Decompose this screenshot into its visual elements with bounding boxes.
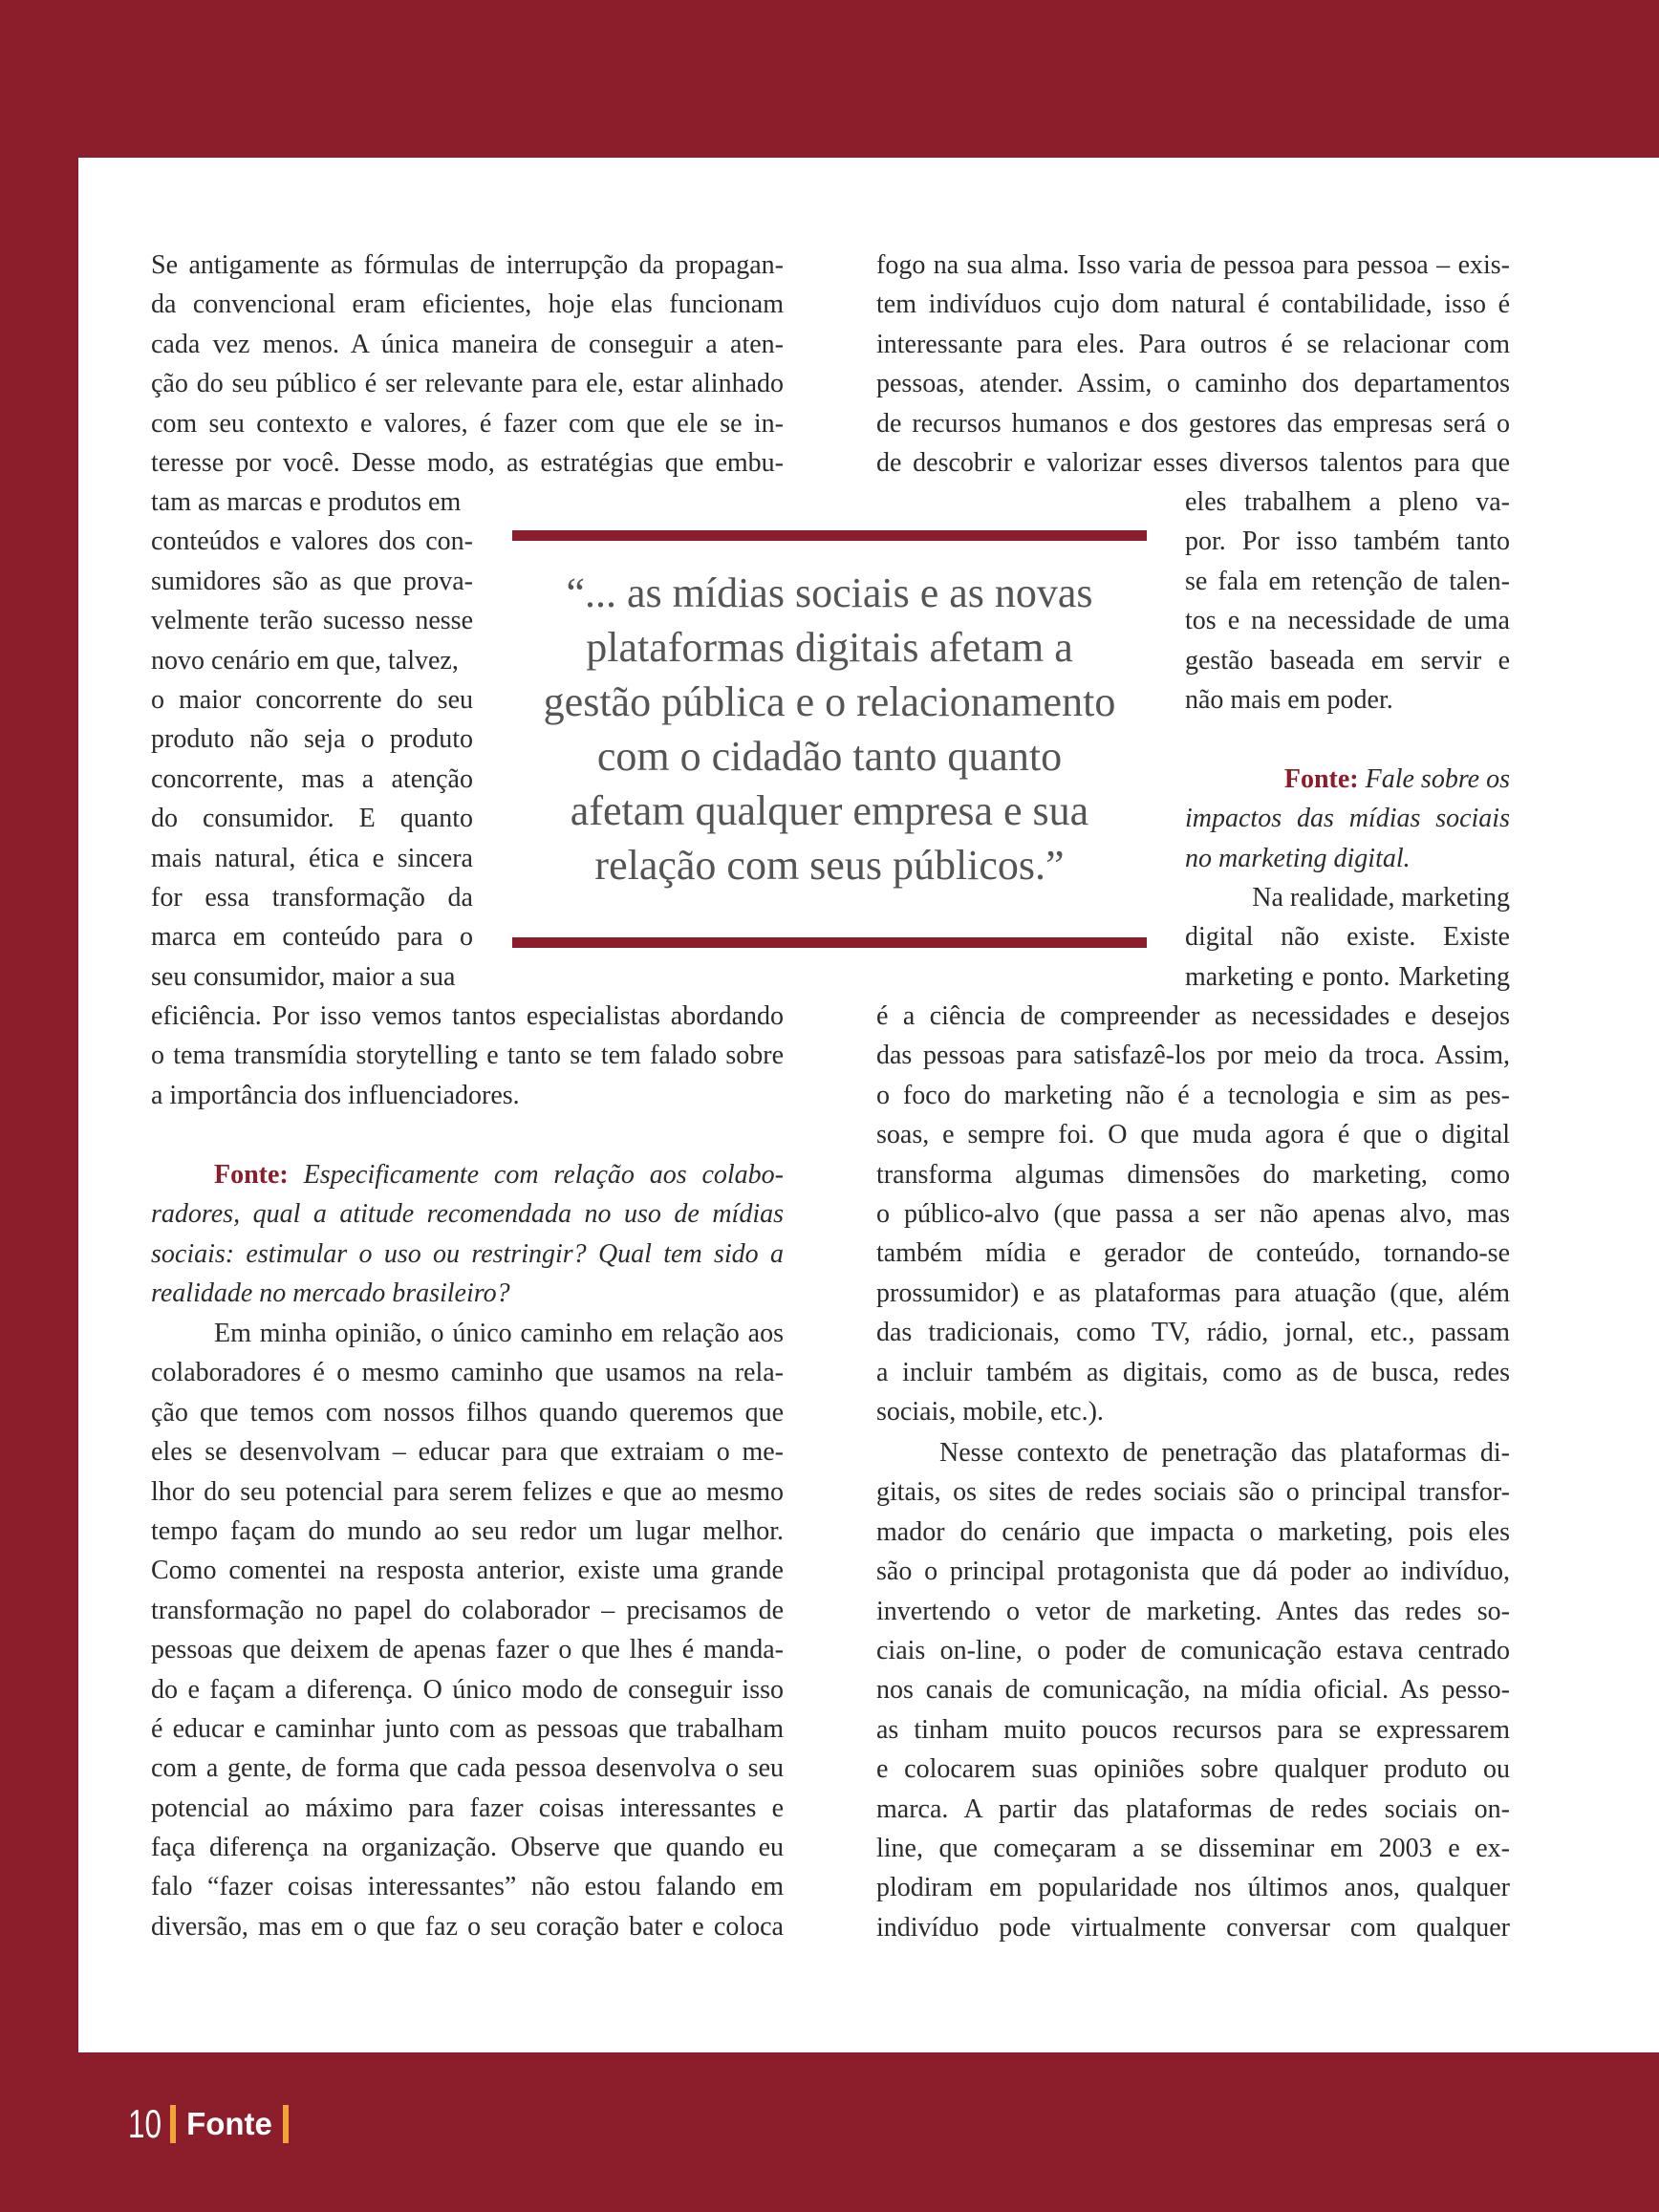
text-line: gitais, os sites de redes sociais são o principal transfor- bbox=[876, 1477, 1510, 1508]
question-text: Especificamente com relação aos colabo- bbox=[303, 1160, 784, 1190]
fonte-label: Fonte: bbox=[214, 1160, 289, 1190]
text-line: potencial ao máximo para fazer coisas interessantes e bbox=[151, 1793, 784, 1823]
text-line: pessoas que deixem de apenas fazer o que lhes é manda- bbox=[151, 1635, 784, 1665]
text-line: o foco do marketing não é a tecnologia e sim as pes- bbox=[876, 1080, 1510, 1110]
text-line: as tinham muito poucos recursos para se expressarem bbox=[876, 1714, 1510, 1745]
text-line: gestão baseada em servir e bbox=[1185, 645, 1510, 676]
left-column-wrap bbox=[151, 483, 473, 997]
text-line: falo “fazer coisas interessantes” não estou falando em bbox=[151, 1872, 784, 1902]
text-line: conteúdos e valores dos con- bbox=[151, 526, 473, 557]
text-line: ção do seu público é ser relevante para ele, estar alinhado bbox=[151, 369, 784, 399]
text-line: a importância dos influenciadores. bbox=[151, 1080, 520, 1110]
text-line: digital não existe. Existe bbox=[1185, 922, 1510, 953]
text-line: ciais on-line, o poder de comunicação estava centrado bbox=[876, 1635, 1510, 1665]
text-line: é a ciência de compreender as necessidades e desejos bbox=[876, 1001, 1510, 1031]
text-line: Em minha opinião, o único caminho em relação aos bbox=[214, 1319, 784, 1348]
quote-line: gestão pública e o relacionamento bbox=[543, 678, 1116, 725]
text-line: o maior concorrente do seu bbox=[151, 684, 473, 715]
text-line: transformação no papel do colaborador – precisamos de bbox=[151, 1595, 784, 1625]
text-line: prossumidor) e as plataformas para atuação (que, além bbox=[876, 1278, 1510, 1308]
text-line: o público-alvo (que passa a ser não apenas alvo, mas bbox=[876, 1198, 1510, 1229]
text-line: por. Por isso também tanto bbox=[1185, 526, 1510, 557]
left-column-top bbox=[151, 246, 784, 483]
text-line: interessante para eles. Para outros é se relacionar com bbox=[876, 329, 1510, 359]
left-answer bbox=[151, 1314, 784, 1946]
text-line: teresse por você. Desse modo, as estratégias que embu- bbox=[151, 447, 784, 478]
left-question bbox=[151, 1155, 784, 1314]
text-line: não mais em poder. bbox=[1185, 684, 1393, 715]
text-line: tos e na necessidade de uma bbox=[1185, 606, 1510, 636]
text-line: sociais: estimular o uso ou restringir? Qual tem sido a bbox=[151, 1238, 784, 1269]
text-line: tem indivíduos cujo dom natural é contabilidade, isso é bbox=[876, 290, 1510, 320]
right-paragraph-2 bbox=[876, 1433, 1510, 1947]
text-line: radores, qual a atitude recomendada no uso de mídias bbox=[151, 1199, 784, 1230]
text-line: e colocarem suas opiniões sobre qualquer produto ou bbox=[876, 1754, 1510, 1785]
text-line: eles se desenvolvam – educar para que extraiam o me- bbox=[151, 1437, 784, 1468]
text-line: sociais, mobile, etc.). bbox=[876, 1396, 1104, 1427]
text-line: com a gente, de forma que cada pessoa desenvolva o seu bbox=[151, 1753, 784, 1784]
text-line: do consumidor. E quanto bbox=[151, 804, 473, 834]
fonte-label: Fonte: bbox=[1283, 764, 1359, 794]
text-line: Na realidade, marketing bbox=[1252, 883, 1510, 913]
text-line: sumidores são as que prova- bbox=[151, 566, 473, 596]
quote-line: afetam qualquer empresa e sua bbox=[570, 787, 1089, 834]
text-line: faça diferença na organização. Observe que quando eu bbox=[151, 1833, 784, 1863]
text-line: a incluir também as digitais, como as de busca, redes bbox=[876, 1357, 1510, 1387]
text-line: mador do cenário que impacta o marketing, pois eles bbox=[876, 1516, 1510, 1547]
quote-top-rule bbox=[512, 530, 1147, 541]
text-line: for essa transformação da bbox=[151, 882, 473, 913]
text-line: marketing e ponto. Marketing bbox=[1185, 961, 1510, 992]
pull-quote bbox=[512, 566, 1147, 892]
text-line: produto não seja o produto bbox=[151, 724, 473, 755]
text-line: nos canais de comunicação, na mídia oficial. As pesso- bbox=[876, 1675, 1510, 1706]
text-line: colaboradores é o mesmo caminho que usamos na rela- bbox=[151, 1358, 784, 1388]
text-line: o tema transmídia storytelling e tanto se tem falado sobre bbox=[151, 1041, 784, 1071]
text-line: realidade no mercado brasileiro? bbox=[151, 1278, 510, 1309]
text-line: tempo façam do mundo ao seu redor um lugar melhor. bbox=[151, 1515, 784, 1546]
text-line: de descobrir e valorizar esses diversos talentos para que bbox=[876, 447, 1510, 478]
text-line: das tradicionais, como TV, rádio, jornal, etc., passam bbox=[876, 1318, 1510, 1348]
text-line: de recursos humanos e dos gestores das empresas será o bbox=[876, 408, 1510, 439]
text-line: pessoas, atender. Assim, o caminho dos departamentos bbox=[876, 369, 1510, 399]
right-answer bbox=[876, 997, 1510, 1431]
quote-line: “... as mídias sociais e as novas bbox=[566, 569, 1093, 616]
text-line: no marketing digital. bbox=[1185, 843, 1411, 873]
text-line: lhor do seu potencial para serem felizes e que ao mesmo bbox=[151, 1476, 784, 1507]
text-line: eficiência. Por isso vemos tantos especialistas abordando bbox=[151, 1001, 784, 1031]
text-line: são o principal protagonista que dá poder ao indivíduo, bbox=[876, 1557, 1510, 1587]
question-first-line bbox=[151, 1155, 784, 1194]
text-line: da convencional eram eficientes, hoje elas funcionam bbox=[151, 290, 784, 320]
text-line: fogo na sua alma. Isso varia de pessoa para pessoa – exis- bbox=[876, 250, 1510, 280]
page-number: 10 bbox=[128, 2101, 162, 2146]
right-column-top bbox=[876, 246, 1510, 483]
text-line: seu consumidor, maior a sua bbox=[151, 961, 456, 992]
text-line: também mídia e gerador de conteúdo, tornando-se bbox=[876, 1238, 1510, 1269]
text-line: transforma algumas dimensões do marketing, como bbox=[876, 1159, 1510, 1190]
text-line: marca em conteúdo para o bbox=[151, 922, 473, 953]
right-column-wrap bbox=[1185, 483, 1510, 719]
text-line: marca. A partir das plataformas de redes sociais on- bbox=[876, 1793, 1510, 1824]
text-line: se fala em retenção de talen- bbox=[1185, 566, 1510, 596]
question-first-line bbox=[1185, 760, 1510, 799]
text-line: invertendo o vetor de marketing. Antes das redes so- bbox=[876, 1596, 1510, 1626]
text-line: indivíduo pode virtualmente conversar com qualquer bbox=[876, 1912, 1510, 1943]
quote-bottom-rule bbox=[512, 937, 1147, 948]
text-line: com seu contexto e valores, é fazer com que ele se in- bbox=[151, 408, 784, 439]
text-line: tam as marcas e produtos em bbox=[151, 487, 462, 517]
right-answer-wrap bbox=[1185, 878, 1510, 997]
text-line: Se antigamente as fórmulas de interrupção da propagan- bbox=[151, 250, 784, 280]
right-question bbox=[1185, 760, 1510, 878]
text-line: impactos das mídias sociais bbox=[1185, 804, 1510, 834]
text-line: Como comentei na resposta anterior, existe uma grande bbox=[151, 1556, 784, 1586]
quote-line: plataformas digitais afetam a bbox=[586, 624, 1073, 671]
fonte-logo: Fonte bbox=[170, 2105, 289, 2143]
text-line: das pessoas para satisfazê-los por meio da troca. Assim, bbox=[876, 1041, 1510, 1071]
quote-line: com o cidadão tanto quanto bbox=[596, 733, 1063, 780]
left-column-bottom bbox=[151, 997, 784, 1115]
quote-line: relação com seus públicos.” bbox=[594, 842, 1065, 889]
text-line: soas, e sempre foi. O que muda agora é que o digital bbox=[876, 1120, 1510, 1150]
text-line: eles trabalhem a pleno va- bbox=[1185, 487, 1510, 517]
text-line: velmente terão sucesso nesse bbox=[151, 606, 473, 636]
text-line: diversão, mas em o que faz o seu coração bater e coloca bbox=[151, 1911, 784, 1942]
text-line: novo cenário em que, talvez, bbox=[151, 645, 459, 676]
text-line: cada vez menos. A única maneira de conseguir a aten- bbox=[151, 329, 784, 359]
text-line: do e façam a diferença. O único modo de conseguir isso bbox=[151, 1674, 784, 1705]
text-line: mais natural, ética e sincera bbox=[151, 843, 473, 873]
text-line: ção que temos com nossos filhos quando queremos que bbox=[151, 1397, 784, 1428]
text-line: concorrente, mas a atenção bbox=[151, 763, 473, 794]
text-line: é educar e caminhar junto com as pessoas que trabalham bbox=[151, 1713, 784, 1744]
question-text: Fale sobre os bbox=[1365, 764, 1510, 794]
text-line: Nesse contexto de penetração das plataformas di- bbox=[939, 1438, 1510, 1468]
text-line: line, que começaram a se disseminar em 2003 e ex- bbox=[876, 1833, 1510, 1863]
text-line: plodiram em popularidade nos últimos anos, qualquer bbox=[876, 1873, 1510, 1903]
